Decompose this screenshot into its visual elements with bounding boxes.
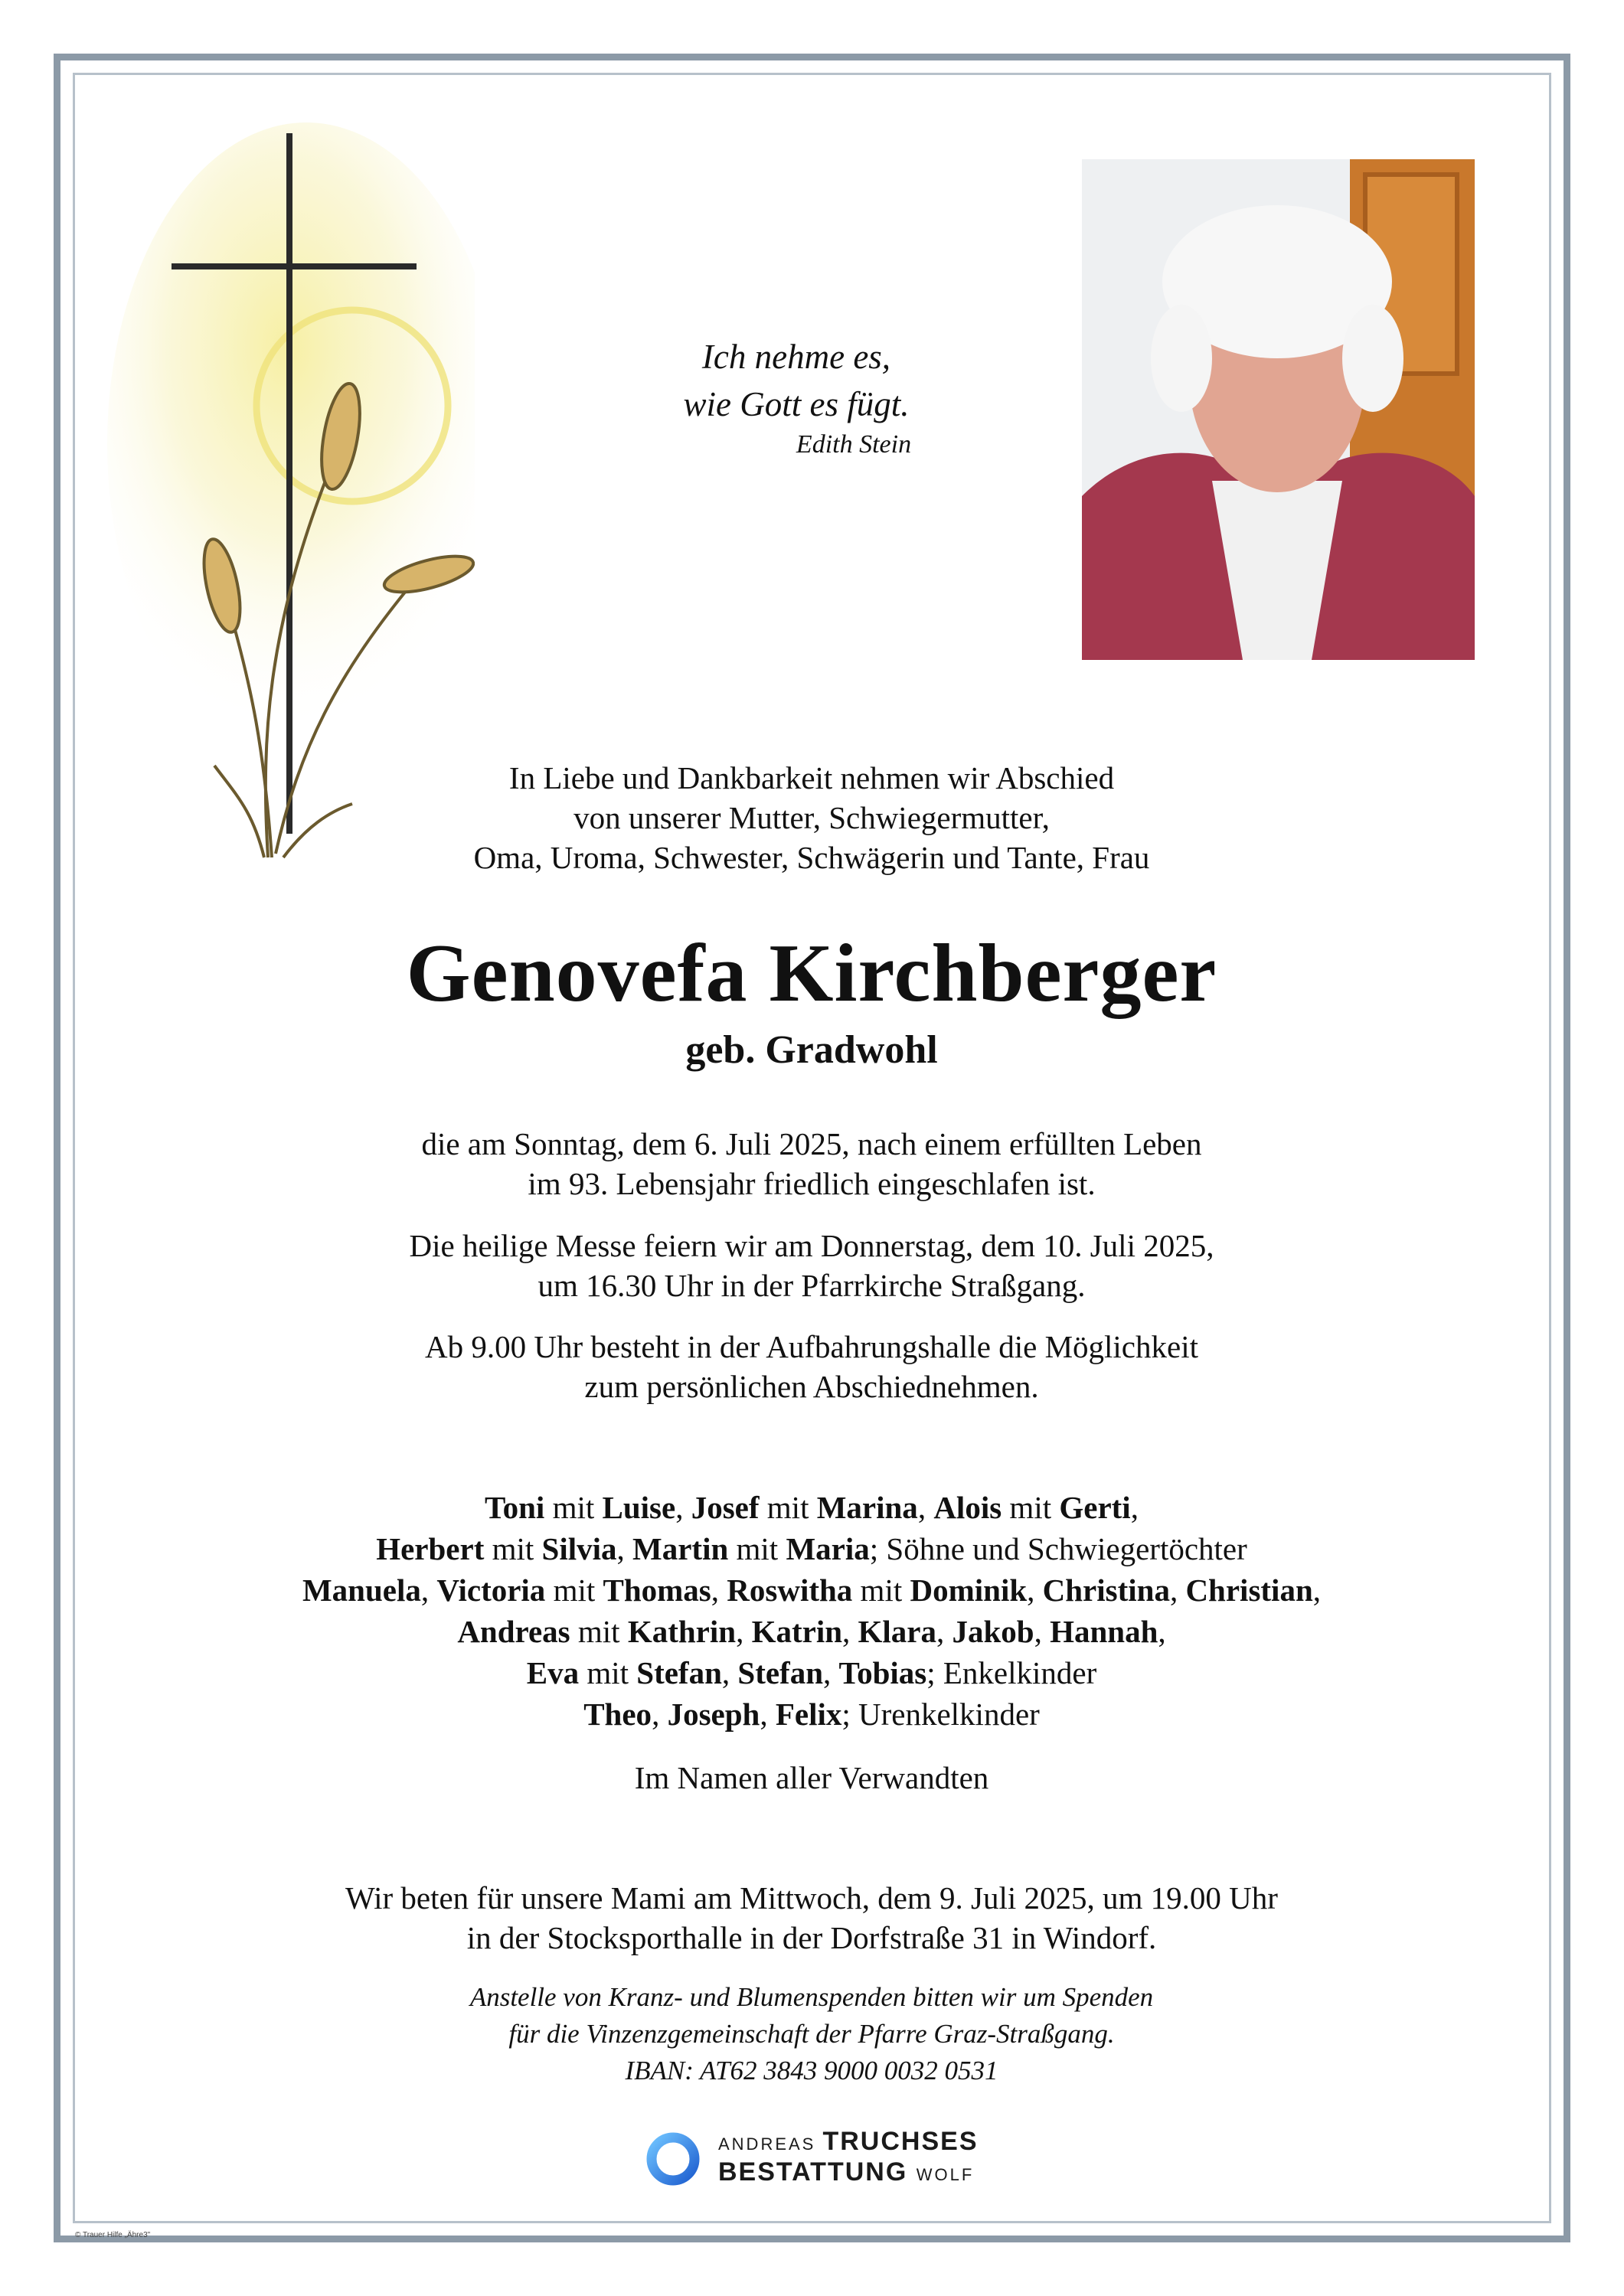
family-member-name: Felix bbox=[775, 1697, 842, 1732]
family-line bbox=[92, 1487, 1531, 1528]
family-connector: mit bbox=[852, 1573, 910, 1608]
family-member-name: Maria bbox=[786, 1531, 870, 1566]
family-member-name: Andreas bbox=[457, 1614, 570, 1649]
family-connector: , bbox=[721, 1655, 738, 1690]
family-member-name: Jakob bbox=[952, 1614, 1034, 1649]
family-member-name: Manuela bbox=[302, 1573, 421, 1608]
ring-logo-icon bbox=[643, 2129, 703, 2189]
family-connector: , bbox=[823, 1655, 839, 1690]
family-member-name: Klara bbox=[858, 1614, 936, 1649]
family-connector: mit bbox=[728, 1531, 786, 1566]
relatives-line: Im Namen aller Verwandten bbox=[634, 1760, 989, 1795]
maiden-name: geb. Gradwohl bbox=[685, 1028, 938, 1072]
mass-line-2: um 16.30 Uhr in der Pfarrkirche Straßgang. bbox=[538, 1268, 1086, 1303]
family-connector: , bbox=[675, 1490, 691, 1525]
quote-block bbox=[658, 333, 934, 462]
family-connector: , bbox=[1158, 1614, 1166, 1649]
quote-line-1: Ich nehme es, bbox=[701, 338, 891, 376]
family-member-name: Silvia bbox=[541, 1531, 617, 1566]
family-connector: , bbox=[1312, 1573, 1322, 1608]
family-member-name: Theo bbox=[583, 1697, 652, 1732]
family-connector: , bbox=[1130, 1490, 1139, 1525]
family-list bbox=[92, 1487, 1531, 1735]
family-connector: , bbox=[736, 1614, 752, 1649]
family-member-name: Josef bbox=[691, 1490, 760, 1525]
family-member-name: Victoria bbox=[436, 1573, 546, 1608]
deceased-name: Genovefa Kirchberger bbox=[406, 928, 1217, 1019]
family-connector: , bbox=[652, 1697, 668, 1732]
family-member-name: Tobias bbox=[838, 1655, 927, 1690]
copyright-note: © Trauer Hilfe „Ähre3" bbox=[75, 2231, 151, 2239]
family-member-name: Martin bbox=[632, 1531, 729, 1566]
family-connector: , bbox=[420, 1573, 437, 1608]
family-connector: , bbox=[936, 1614, 953, 1649]
family-connector: , bbox=[917, 1490, 934, 1525]
family-line bbox=[92, 1652, 1531, 1693]
family-line bbox=[92, 1528, 1531, 1569]
donation-line-2: für die Vinzenzgemeinschaft der Pfarre Graz-Straßgang. bbox=[508, 2019, 1115, 2049]
family-connector: mit bbox=[579, 1655, 637, 1690]
family-member-name: Stefan bbox=[737, 1655, 823, 1690]
cross-wheat-illustration bbox=[77, 122, 475, 1041]
mass-line-1: Die heilige Messe feiern wir am Donnerstag, dem 10. Juli 2025, bbox=[409, 1228, 1214, 1263]
family-connector: ; Enkelkinder bbox=[926, 1655, 1097, 1690]
viewing-details bbox=[92, 1327, 1531, 1406]
donation-note bbox=[92, 1979, 1531, 2089]
family-connector: mit bbox=[1002, 1490, 1060, 1525]
family-member-name: Joseph bbox=[667, 1697, 760, 1732]
family-connector: mit bbox=[545, 1573, 603, 1608]
prayer-line-2: in der Stocksporthalle in der Dorfstraße 31 in Windorf. bbox=[466, 1920, 1157, 1955]
family-member-name: Stefan bbox=[636, 1655, 722, 1690]
family-connector: , bbox=[842, 1614, 858, 1649]
family-connector: ; Söhne und Schwiegertöchter bbox=[869, 1531, 1247, 1566]
family-member-name: Dominik bbox=[910, 1573, 1028, 1608]
family-member-name: Thomas bbox=[603, 1573, 711, 1608]
donation-line-1: Anstelle von Kranz- und Blumenspenden bitten wir um Spenden bbox=[469, 1982, 1154, 2012]
family-line bbox=[92, 1611, 1531, 1652]
family-member-name: Roswitha bbox=[727, 1573, 853, 1608]
logo-bestattung: BESTATTUNG bbox=[718, 2157, 908, 2187]
quote-author: Edith Stein bbox=[796, 430, 912, 459]
family-connector: , bbox=[760, 1697, 776, 1732]
family-member-name: Marina bbox=[816, 1490, 918, 1525]
intro-line-3: Oma, Uroma, Schwester, Schwägerin und Tante, Frau bbox=[473, 840, 1150, 875]
family-member-name: Gerti bbox=[1059, 1490, 1131, 1525]
mass-details bbox=[92, 1226, 1531, 1305]
family-connector: , bbox=[1034, 1614, 1051, 1649]
family-member-name: Luise bbox=[602, 1490, 676, 1525]
family-connector: mit bbox=[484, 1531, 542, 1566]
family-member-name: Hannah bbox=[1050, 1614, 1158, 1649]
logo-andreas: ANDREAS bbox=[718, 2134, 816, 2154]
family-connector: mit bbox=[759, 1490, 817, 1525]
prayer-details bbox=[92, 1878, 1531, 1958]
viewing-line-2: zum persönlichen Abschiednehmen. bbox=[584, 1369, 1039, 1404]
quote-line-2: wie Gott es fügt. bbox=[683, 385, 910, 423]
death-line-2: im 93. Lebensjahr friedlich eingeschlafen ist. bbox=[528, 1166, 1096, 1201]
intro-text bbox=[92, 758, 1531, 877]
family-line bbox=[92, 1693, 1531, 1735]
family-connector: , bbox=[711, 1573, 727, 1608]
intro-line-2: von unserer Mutter, Schwiegermutter, bbox=[573, 800, 1050, 835]
logo-truchses: TRUCHSES bbox=[822, 2127, 979, 2156]
prayer-line-1: Wir beten für unsere Mami am Mittwoch, dem 9. Juli 2025, um 19.00 Uhr bbox=[345, 1880, 1278, 1916]
portrait-photo bbox=[1082, 159, 1475, 660]
viewing-line-1: Ab 9.00 Uhr besteht in der Aufbahrungshalle die Möglichkeit bbox=[425, 1329, 1198, 1364]
family-connector: mit bbox=[544, 1490, 603, 1525]
family-member-name: Eva bbox=[526, 1655, 580, 1690]
intro-line-1: In Liebe und Dankbarkeit nehmen wir Abschied bbox=[508, 760, 1115, 795]
donation-iban: IBAN: AT62 3843 9000 0032 0531 bbox=[625, 2056, 998, 2085]
family-connector: , bbox=[1027, 1573, 1043, 1608]
death-details bbox=[92, 1124, 1531, 1204]
death-line-1: die am Sonntag, dem 6. Juli 2025, nach einem erfüllten Leben bbox=[421, 1126, 1202, 1161]
family-line bbox=[92, 1569, 1531, 1611]
logo-wolf: WOLF bbox=[916, 2165, 975, 2184]
family-member-name: Christina bbox=[1042, 1573, 1170, 1608]
family-member-name: Kathrin bbox=[627, 1614, 737, 1649]
family-member-name: Herbert bbox=[376, 1531, 485, 1566]
family-member-name: Toni bbox=[485, 1490, 545, 1525]
family-connector: , bbox=[1169, 1573, 1186, 1608]
family-member-name: Christian bbox=[1185, 1573, 1313, 1608]
funeral-home-logo bbox=[643, 2125, 995, 2193]
family-connector: ; Urenkelkinder bbox=[841, 1697, 1040, 1732]
family-connector: mit bbox=[570, 1614, 628, 1649]
family-connector: , bbox=[616, 1531, 633, 1566]
family-member-name: Alois bbox=[933, 1490, 1002, 1525]
family-member-name: Katrin bbox=[751, 1614, 843, 1649]
